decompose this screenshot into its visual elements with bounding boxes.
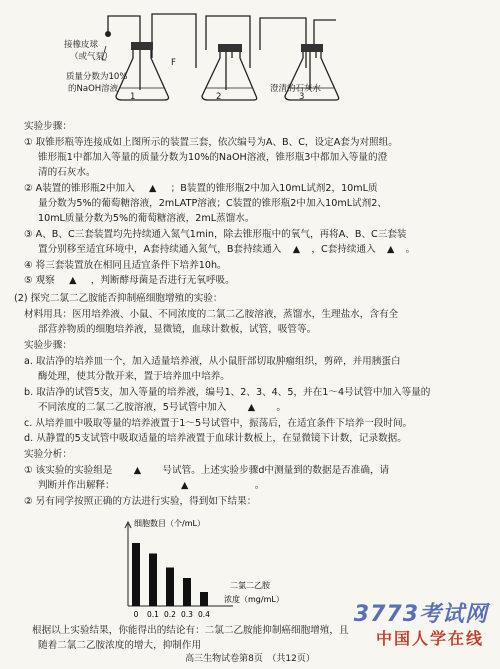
materials-line-1: 材料用具：医用培养液、小鼠、不同浓度的二氯二乙胺溶液，蒸馏水，生理盐水，含有全	[24, 309, 399, 320]
analysis-line-3: ② 另有同学按照正确的方法进行实验，得到如下结果：	[24, 496, 257, 507]
stopper-label: 接橡皮球	[64, 40, 99, 50]
cell-count-chart	[120, 516, 320, 636]
answer-blank: ▲	[133, 465, 142, 476]
tube-label-f: F	[171, 58, 176, 68]
answer-blank: ▲	[148, 183, 157, 194]
watermark-text: 中国人学在线	[375, 629, 484, 648]
bar-0.3	[183, 578, 191, 606]
part2-title: (2) 探究二氯二乙胺能否抑制癌细胞增殖的实验：	[14, 293, 223, 304]
x-tick-label: 0.2	[164, 610, 176, 619]
materials-line-2: 部营养物质的细胞培养液，显微镜，血球计数板，试管，吸管等。	[38, 324, 317, 335]
x-axis-label-line-2: 浓度（mg/mL）	[224, 595, 284, 604]
step-d: d. 从静置的5支试管中吸取适量的培养液置于血球计数板上，在显微镜下计数，记录数据。	[24, 433, 407, 444]
part1-line-9: ④ 将三套装置放在相同且适宜条件下培养10h。	[24, 260, 227, 271]
answer-blank: ▲	[247, 402, 256, 413]
analysis-title: 实验分析：	[24, 449, 72, 460]
steps-title: 实验步骤：	[24, 340, 72, 351]
conclusion-line-2: 随着二氯二乙胺浓度的增大，抑制作用	[38, 640, 202, 651]
part1-line-4: ② A装置的锥形瓶2中加入 ▲ ；B装置的锥形瓶2中加入10mL试剂2，10mL质	[24, 183, 378, 194]
y-axis-label: 细胞数目（个/mL）	[134, 519, 205, 528]
part1-line-5: 量分数为5%的葡萄糖溶液，2mLATP溶液；C装置的锥形瓶2中加入10mL试剂2、	[38, 198, 387, 209]
answer-blank: ▲	[292, 244, 301, 255]
bar-0.2	[166, 568, 174, 607]
x-tick-label: 0.4	[198, 610, 210, 619]
flask-number-1: 1	[130, 92, 136, 102]
part1-line-8: 置分别移至适宜环境中，A套持续通入氮气，B套持续通入 ▲ ，C套持续通入 ▲ 。	[38, 244, 416, 255]
chart-svg	[120, 516, 320, 636]
stopper-label-2: （或气泵）	[70, 52, 113, 62]
x-tick-label: 0.3	[181, 610, 193, 619]
x-tick-label: 0.1	[147, 610, 159, 619]
bar-0	[132, 543, 140, 606]
naoh-label-2: 的NaOH溶液	[68, 84, 119, 94]
part1-line-3: 清的石灰水。	[38, 167, 96, 178]
x-axis-label-line-1: 二氯二乙胺	[230, 581, 270, 590]
answer-blank: ▲	[181, 480, 189, 491]
part1-line-2: 锥形瓶1中都加入等量的质量分数为10%的NaOH溶液，锥形瓶3中都加入等量的澄	[38, 152, 388, 163]
answer-blank: ▲	[386, 244, 395, 255]
bar-0.1	[149, 554, 157, 607]
page-footer: 高三生物试卷第8页 （共12页）	[185, 654, 315, 664]
naoh-label-1: 质量分数为10%	[66, 72, 128, 82]
part1-line-7: ③ A、B、C三套装置均先持续通入氮气1min，除去锥形瓶中的氧气，再将A、B、C三套装	[24, 229, 407, 240]
part1-line-10: ⑤ 观察 ▲ ，判断酵母菌是否进行无氧呼吸。	[24, 275, 235, 286]
flask-number-2: 2	[216, 92, 222, 102]
analysis-line-2: 判断并作出解释： ▲ 。	[38, 480, 265, 491]
part1-line-1: ① 取锥形瓶等连接成如上图所示的装置三套，依次编号为A、B、C，设定A套为对照组。	[24, 137, 398, 148]
part1-title: 实验步骤：	[24, 121, 72, 132]
answer-blank: ▲	[69, 275, 77, 286]
part1-line-6: 10mL质量分数为5%的葡萄糖溶液，2mL蒸馏水。	[38, 213, 255, 224]
apparatus-diagram	[100, 6, 400, 110]
flask-number-3: 3	[299, 92, 305, 102]
limewater-label: 澄清的石灰水	[270, 84, 322, 94]
step-a-line-1: a. 取洁净的培养皿一个，加入适量培养液，从小鼠肝部切取肿瘤组织，剪碎，并用胰蛋白	[24, 356, 401, 367]
conclusion-line-1: 根据以上实验结果，你能得出的结论有：二氯二乙胺能抑制癌细胞增殖，且	[32, 625, 349, 636]
step-b-line-2: 不同浓度的二氯二乙胺溶液，5号试管中加入 ▲ 。	[38, 402, 286, 413]
analysis-line-1: ① 该实验的实验组是 ▲ 号试管。上述实验步骤d中测量到的数据是否准确，请	[24, 465, 390, 476]
step-b-line-1: b. 取洁净的试管5支，加入等量的培养液，编号1、2、3、4、5，并在1～4号试管中加入等量的	[24, 387, 431, 398]
watermark-logo: 3773考试网	[353, 602, 488, 627]
step-c: c. 从培养皿中吸取等量的培养液置于1～5号试管中，振荡后，在适宜条件下培养一段时间。	[24, 418, 413, 429]
x-tick-label: 0	[133, 610, 139, 619]
step-a-line-2: 酶处理，使其分散开来，置于培养皿中培养。	[38, 371, 230, 382]
bar-0.4	[200, 592, 208, 606]
